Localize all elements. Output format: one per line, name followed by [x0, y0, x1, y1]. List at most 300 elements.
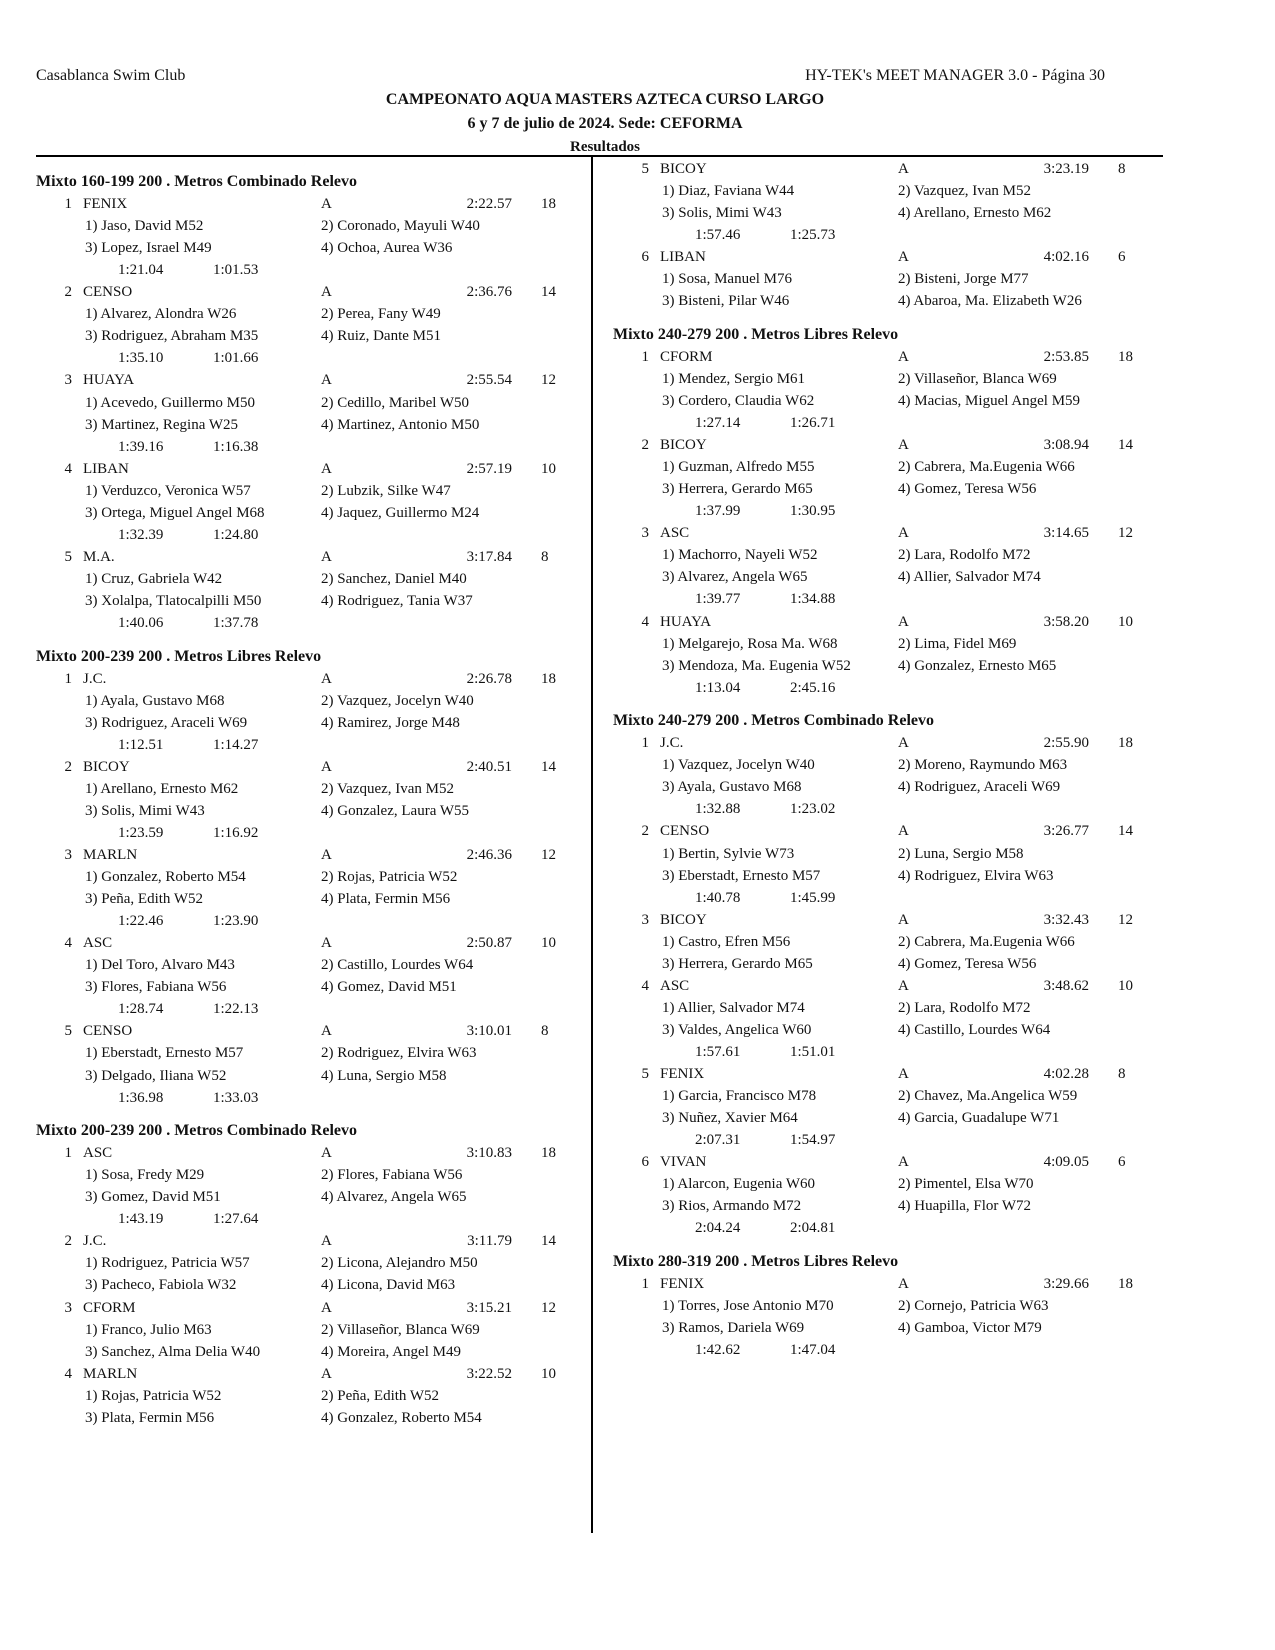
swimmer: 1) Mendez, Sergio M61	[662, 370, 806, 387]
place: 3	[641, 525, 649, 542]
final-time: 3:10.83	[466, 1145, 512, 1162]
swimmer: 1) Cruz, Gabriela W42	[85, 570, 223, 587]
final-time: 3:58.20	[1043, 613, 1089, 630]
relay-letter: A	[898, 249, 909, 266]
swimmer: 4) Castillo, Lourdes W64	[898, 1021, 1051, 1038]
swimmer: 3) Eberstadt, Ernesto M57	[662, 867, 821, 884]
relay-letter: A	[321, 670, 332, 687]
event-title: Mixto 200-239 200 . Metros Libres Relevo	[36, 647, 322, 665]
swimmer: 4) Rodriguez, Araceli W69	[898, 779, 1061, 796]
swimmer: 2) Lima, Fidel M69	[898, 635, 1017, 652]
meet-title: CAMPEONATO AQUA MASTERS AZTECA CURSO LARGO	[385, 91, 825, 108]
relay-letter: A	[321, 935, 332, 952]
swimmer: 2) Lara, Rodolfo M72	[898, 547, 1031, 564]
swimmer: 1) Sosa, Fredy M29	[85, 1167, 205, 1184]
swimmer: 4) Ochoa, Aurea W36	[321, 240, 453, 257]
final-time: 3:22.52	[466, 1365, 512, 1382]
swimmer: 4) Rodriguez, Elvira W63	[898, 867, 1054, 884]
swimmer: 4) Arellano, Ernesto M62	[898, 205, 1052, 222]
event-title: Mixto 200-239 200 . Metros Combinado Relevo	[36, 1122, 357, 1140]
points: 14	[541, 1233, 556, 1250]
swimmer: 3) Rodriguez, Araceli W69	[85, 714, 248, 731]
swimmer: 1) Arellano, Ernesto M62	[85, 780, 239, 797]
relay-letter: A	[321, 548, 332, 565]
swimmer: 4) Martinez, Antonio M50	[321, 416, 480, 433]
relay-letter: A	[321, 196, 332, 213]
relay-letter: A	[321, 372, 332, 389]
team-name: MARLN	[83, 847, 138, 863]
event-title: Mixto 240-279 200 . Metros Combinado Relevo	[613, 712, 934, 730]
split-time: 1:57.61	[695, 1043, 741, 1060]
swimmer: 3) Ayala, Gustavo M68	[662, 779, 802, 796]
team-name: J.C.	[83, 1233, 107, 1250]
team-name: LIBAN	[660, 249, 706, 266]
swimmer: 3) Martinez, Regina W25	[85, 416, 239, 433]
points: 14	[1118, 823, 1133, 840]
points: 8	[541, 548, 549, 565]
split-time: 2:45.16	[790, 679, 836, 696]
final-time: 3:32.43	[1043, 911, 1089, 928]
swimmer: 1) Ayala, Gustavo M68	[85, 692, 225, 709]
points: 14	[541, 284, 556, 301]
relay-letter: A	[898, 1154, 909, 1171]
points: 10	[541, 1365, 556, 1382]
swimmer: 4) Gonzalez, Roberto M54	[321, 1409, 482, 1426]
points: 12	[1118, 911, 1133, 928]
swimmer: 3) Gomez, David M51	[85, 1189, 221, 1206]
swimmer: 3) Mendoza, Ma. Eugenia W52	[662, 657, 851, 674]
relay-letter: A	[898, 1275, 909, 1292]
final-time: 4:09.05	[1043, 1154, 1089, 1171]
swimmer: 4) Gomez, Teresa W56	[898, 481, 1037, 498]
team-name: BICOY	[660, 911, 707, 928]
swimmer: 1) Gonzalez, Roberto M54	[85, 869, 246, 886]
team-name: FENIX	[83, 196, 128, 213]
points: 12	[1118, 525, 1133, 542]
final-time: 3:10.01	[466, 1023, 512, 1040]
final-time: 3:17.84	[466, 548, 512, 565]
place: 2	[641, 823, 649, 840]
swimmer: 4) Luna, Sergio M58	[321, 1067, 447, 1084]
swimmer: 1) Acevedo, Guillermo M50	[85, 394, 255, 411]
swimmer: 2) Vazquez, Jocelyn W40	[321, 692, 474, 709]
swimmer: 4) Rodriguez, Tania W37	[321, 592, 473, 609]
swimmer: 2) Vazquez, Ivan M52	[321, 780, 455, 797]
swimmer: 2) Moreno, Raymundo M63	[898, 757, 1068, 774]
points: 14	[541, 758, 556, 775]
swimmer: 3) Plata, Fermin M56	[85, 1409, 215, 1426]
swimmer: 2) Flores, Fabiana W56	[321, 1167, 463, 1184]
swimmer: 1) Eberstadt, Ernesto M57	[85, 1045, 244, 1062]
swimmer: 4) Huapilla, Flor W72	[898, 1198, 1032, 1215]
swimmer: 1) Allier, Salvador M74	[662, 999, 805, 1016]
relay-letter: A	[321, 460, 332, 477]
final-time: 3:11.79	[467, 1233, 512, 1250]
swimmer: 4) Macias, Miguel Angel M59	[898, 393, 1081, 409]
swimmer: 1) Vazquez, Jocelyn W40	[662, 757, 815, 774]
team-name: ASC	[660, 977, 690, 994]
final-time: 2:36.76	[466, 284, 512, 301]
relay-letter: A	[321, 847, 332, 863]
split-time: 1:42.62	[695, 1342, 741, 1359]
swimmer: 2) Perea, Fany W49	[321, 306, 441, 323]
split-time: 1:27.14	[695, 415, 741, 432]
swimmer: 3) Solis, Mimi W43	[85, 802, 205, 819]
place: 2	[64, 1233, 72, 1250]
software-page-label: HY-TEK's MEET MANAGER 3.0 - Página 30	[805, 67, 1105, 84]
swimmer: 1) Franco, Julio M63	[85, 1321, 212, 1338]
swimmer: 1) Alvarez, Alondra W26	[85, 306, 237, 323]
split-time: 1:23.59	[118, 824, 164, 841]
swimmer: 4) Garcia, Guadalupe W71	[898, 1110, 1060, 1127]
split-time: 1:25.73	[790, 227, 836, 244]
place: 1	[64, 670, 72, 687]
points: 18	[1118, 1275, 1133, 1292]
final-time: 3:29.66	[1043, 1275, 1089, 1292]
split-time: 1:40.78	[695, 889, 741, 906]
swimmer: 3) Delgado, Iliana W52	[85, 1067, 227, 1084]
final-time: 2:40.51	[466, 758, 512, 775]
team-name: HUAYA	[660, 613, 712, 630]
swimmer: 4) Abaroa, Ma. Elizabeth W26	[898, 293, 1082, 310]
swimmer: 3) Peña, Edith W52	[85, 891, 204, 908]
final-time: 2:50.87	[466, 935, 512, 952]
points: 10	[1118, 613, 1133, 630]
swimmer: 4) Gonzalez, Ernesto M65	[898, 657, 1057, 674]
split-time: 1:32.88	[695, 801, 741, 818]
relay-letter: A	[321, 284, 332, 301]
swimmer: 2) Rodriguez, Elvira W63	[321, 1045, 477, 1062]
final-time: 3:26.77	[1043, 823, 1089, 840]
points: 12	[541, 372, 556, 389]
swimmer: 3) Rodriguez, Abraham M35	[85, 328, 259, 345]
final-time: 3:48.62	[1043, 977, 1089, 994]
points: 8	[1118, 161, 1126, 177]
swimmer: 1) Castro, Efren M56	[662, 933, 791, 950]
swimmer: 2) Cabrera, Ma.Eugenia W66	[898, 459, 1075, 476]
swimmer: 1) Machorro, Nayeli W52	[662, 547, 818, 564]
swimmer: 3) Flores, Fabiana W56	[85, 979, 227, 996]
points: 12	[541, 847, 556, 863]
team-name: CENSO	[83, 284, 133, 301]
final-time: 2:22.57	[466, 196, 512, 213]
team-name: MARLN	[83, 1365, 138, 1382]
swimmer: 3) Cordero, Claudia W62	[662, 393, 815, 409]
event-title: Mixto 240-279 200 . Metros Libres Relevo	[613, 325, 899, 343]
split-time: 2:04.24	[695, 1220, 741, 1237]
team-name: J.C.	[660, 735, 684, 752]
points: 10	[1118, 977, 1133, 994]
relay-letter: A	[898, 437, 909, 454]
place: 4	[641, 977, 649, 994]
swimmer: 1) Diaz, Faviana W44	[662, 183, 795, 200]
split-time: 1:45.99	[790, 889, 836, 906]
split-time: 1:22.13	[213, 1001, 259, 1018]
points: 18	[1118, 735, 1133, 752]
event-title: Mixto 280-319 200 . Metros Libres Relevo	[613, 1252, 899, 1270]
place: 2	[64, 284, 72, 301]
swimmer: 3) Sanchez, Alma Delia W40	[85, 1343, 261, 1360]
relay-letter: A	[321, 758, 332, 775]
final-time: 2:46.36	[466, 847, 512, 863]
swimmer: 4) Gonzalez, Laura W55	[321, 802, 469, 819]
relay-letter: A	[321, 1023, 332, 1040]
final-time: 3:08.94	[1043, 437, 1089, 454]
swimmer: 3) Lopez, Israel M49	[85, 240, 212, 257]
swimmer: 1) Alarcon, Eugenia W60	[662, 1176, 816, 1193]
place: 3	[64, 847, 72, 863]
swimmer: 3) Herrera, Gerardo M65	[662, 955, 813, 972]
swimmer: 2) Castillo, Lourdes W64	[321, 957, 474, 974]
split-time: 1:23.90	[213, 913, 259, 930]
split-time: 1:30.95	[790, 503, 836, 520]
split-time: 1:23.02	[790, 801, 836, 818]
split-time: 2:04.81	[790, 1220, 836, 1237]
relay-letter: A	[898, 735, 909, 752]
swimmer: 2) Lubzik, Silke W47	[321, 482, 451, 499]
split-time: 1:14.27	[213, 736, 259, 753]
split-time: 2:07.31	[695, 1132, 741, 1149]
place: 4	[64, 1365, 72, 1382]
place: 4	[64, 935, 72, 952]
swimmer: 1) Garcia, Francisco M78	[662, 1088, 817, 1105]
split-time: 1:12.51	[118, 736, 164, 753]
swimmer: 1) Guzman, Alfredo M55	[662, 459, 815, 476]
swimmer: 2) Cabrera, Ma.Eugenia W66	[898, 933, 1075, 950]
split-time: 1:39.16	[118, 438, 164, 455]
swimmer: 2) Lara, Rodolfo M72	[898, 999, 1031, 1016]
points: 18	[1118, 348, 1133, 365]
place: 5	[641, 1066, 649, 1082]
swimmer: 4) Ramirez, Jorge M48	[321, 714, 460, 731]
swimmer: 2) Cedillo, Maribel W50	[321, 394, 470, 411]
team-name: LIBAN	[83, 460, 129, 477]
team-name: CFORM	[83, 1299, 136, 1316]
swimmer: 2) Chavez, Ma.Angelica W59	[898, 1088, 1078, 1105]
team-name: BICOY	[83, 758, 130, 775]
points: 6	[1118, 1154, 1126, 1171]
relay-letter: A	[321, 1233, 332, 1250]
place: 1	[641, 735, 649, 752]
points: 10	[541, 460, 556, 477]
swimmer: 2) Sanchez, Daniel M40	[321, 570, 467, 587]
split-time: 1:26.71	[790, 415, 836, 432]
split-time: 1:34.88	[790, 591, 836, 608]
relay-letter: A	[898, 525, 909, 542]
swimmer: 1) Del Toro, Alvaro M43	[85, 957, 235, 974]
place: 5	[64, 1023, 72, 1040]
swimmer: 3) Alvarez, Angela W65	[662, 569, 808, 586]
final-time: 2:53.85	[1043, 348, 1089, 365]
team-name: FENIX	[660, 1066, 705, 1082]
split-time: 1:37.78	[213, 615, 259, 631]
team-name: ASC	[660, 525, 690, 542]
relay-letter: A	[898, 613, 909, 630]
swimmer: 3) Ramos, Dariela W69	[662, 1320, 805, 1337]
meet-date: 6 y 7 de julio de 2024. Sede: CEFORMA	[467, 115, 743, 132]
swimmer: 3) Valdes, Angelica W60	[662, 1021, 812, 1038]
swimmer: 1) Torres, Jose Antonio M70	[662, 1298, 834, 1314]
club-name: Casablanca Swim Club	[36, 67, 186, 84]
swimmer: 3) Xolalpa, Tlatocalpilli M50	[85, 592, 262, 609]
swimmer: 2) Luna, Sergio M58	[898, 845, 1024, 862]
team-name: VIVAN	[660, 1154, 707, 1171]
points: 18	[541, 196, 556, 213]
swimmer: 4) Allier, Salvador M74	[898, 569, 1041, 586]
points: 18	[541, 670, 556, 687]
place: 6	[641, 1154, 649, 1171]
swimmer: 4) Alvarez, Angela W65	[321, 1189, 467, 1206]
swimmer: 2) Vazquez, Ivan M52	[898, 183, 1032, 200]
place: 4	[64, 460, 72, 477]
swimmer: 1) Melgarejo, Rosa Ma. W68	[662, 635, 838, 652]
team-name: ASC	[83, 935, 113, 952]
swimmer: 1) Rodriguez, Patricia W57	[85, 1255, 250, 1272]
points: 14	[1118, 437, 1133, 454]
swimmer: 3) Ortega, Miguel Angel M68	[85, 504, 265, 521]
split-time: 1:43.19	[118, 1211, 164, 1228]
swimmer: 3) Pacheco, Fabiola W32	[85, 1277, 237, 1294]
split-time: 1:01.66	[213, 350, 259, 367]
split-time: 1:54.97	[790, 1132, 836, 1149]
relay-letter: A	[898, 161, 909, 177]
final-time: 4:02.16	[1043, 249, 1089, 266]
place: 1	[64, 196, 72, 213]
split-time: 1:57.46	[695, 227, 741, 244]
swimmer: 2) Cornejo, Patricia W63	[898, 1298, 1049, 1314]
team-name: ASC	[83, 1145, 113, 1162]
swimmer: 2) Villaseñor, Blanca W69	[321, 1321, 480, 1338]
final-time: 2:55.90	[1043, 735, 1089, 752]
swimmer: 1) Jaso, David M52	[85, 218, 204, 235]
swimmer: 4) Plata, Fermin M56	[321, 891, 451, 908]
points: 6	[1118, 249, 1126, 266]
place: 2	[64, 758, 72, 775]
team-name: M.A.	[83, 548, 115, 565]
place: 3	[641, 911, 649, 928]
swimmer: 1) Bertin, Sylvie W73	[662, 845, 795, 862]
team-name: BICOY	[660, 161, 707, 177]
split-time: 1:32.39	[118, 526, 164, 543]
swimmer: 2) Licona, Alejandro M50	[321, 1255, 478, 1272]
split-time: 1:16.38	[213, 438, 259, 455]
team-name: FENIX	[660, 1275, 705, 1292]
points: 12	[541, 1299, 556, 1316]
split-time: 1:01.53	[213, 262, 259, 279]
swimmer: 4) Gomez, Teresa W56	[898, 955, 1037, 972]
swimmer: 1) Sosa, Manuel M76	[662, 271, 792, 288]
swimmer: 4) Gamboa, Victor M79	[898, 1320, 1042, 1337]
team-name: J.C.	[83, 670, 107, 687]
team-name: CFORM	[660, 348, 713, 365]
points: 18	[541, 1145, 556, 1162]
swimmer: 3) Herrera, Gerardo M65	[662, 481, 813, 498]
swimmer: 2) Peña, Edith W52	[321, 1387, 440, 1404]
relay-letter: A	[321, 1145, 332, 1162]
place: 3	[64, 1299, 72, 1316]
final-time: 3:15.21	[466, 1299, 512, 1316]
swimmer: 4) Licona, David M63	[321, 1277, 456, 1294]
swimmer: 1) Rojas, Patricia W52	[85, 1387, 222, 1404]
swimmer: 3) Rios, Armando M72	[662, 1198, 802, 1215]
swimmer: 4) Gomez, David M51	[321, 979, 457, 996]
header-divider	[36, 155, 1163, 157]
team-name: HUAYA	[83, 372, 135, 389]
team-name: CENSO	[83, 1023, 133, 1040]
relay-letter: A	[321, 1365, 332, 1382]
final-time: 3:23.19	[1043, 161, 1089, 177]
swimmer: 3) Bisteni, Pilar W46	[662, 293, 790, 310]
final-time: 2:57.19	[466, 460, 512, 477]
split-time: 1:36.98	[118, 1089, 164, 1106]
swimmer: 1) Verduzco, Veronica W57	[85, 482, 251, 499]
swimmer: 3) Solis, Mimi W43	[662, 205, 782, 222]
swimmer: 2) Coronado, Mayuli W40	[321, 218, 480, 235]
split-time: 1:40.06	[118, 615, 164, 631]
place: 5	[64, 548, 72, 565]
event-title: Mixto 160-199 200 . Metros Combinado Relevo	[36, 173, 357, 190]
split-time: 1:21.04	[118, 262, 164, 279]
place: 5	[641, 161, 649, 177]
swimmer: 4) Jaquez, Guillermo M24	[321, 504, 480, 521]
final-time: 2:55.54	[466, 372, 512, 389]
section-title: Resultados	[569, 139, 640, 155]
place: 1	[641, 348, 649, 365]
split-time: 1:35.10	[118, 350, 164, 367]
place: 1	[641, 1275, 649, 1292]
split-time: 1:22.46	[118, 913, 164, 930]
relay-letter: A	[898, 1066, 909, 1082]
points: 8	[1118, 1066, 1126, 1082]
split-time: 1:13.04	[695, 679, 741, 696]
swimmer: 2) Pimentel, Elsa W70	[898, 1176, 1034, 1193]
final-time: 2:26.78	[466, 670, 512, 687]
relay-letter: A	[898, 911, 909, 928]
place: 2	[641, 437, 649, 454]
points: 10	[541, 935, 556, 952]
split-time: 1:33.03	[213, 1089, 259, 1106]
relay-letter: A	[898, 977, 909, 994]
column-divider	[591, 156, 593, 1533]
relay-letter: A	[321, 1299, 332, 1316]
split-time: 1:51.01	[790, 1043, 836, 1060]
place: 3	[64, 372, 72, 389]
points: 8	[541, 1023, 549, 1040]
team-name: CENSO	[660, 823, 710, 840]
relay-letter: A	[898, 348, 909, 365]
split-time: 1:47.04	[790, 1342, 836, 1359]
swimmer: 4) Ruiz, Dante M51	[321, 328, 441, 345]
split-time: 1:27.64	[213, 1211, 259, 1228]
place: 4	[641, 613, 649, 630]
swimmer: 4) Moreira, Angel M49	[321, 1343, 461, 1360]
swimmer: 2) Rojas, Patricia W52	[321, 869, 458, 886]
split-time: 1:16.92	[213, 824, 259, 841]
split-time: 1:39.77	[695, 591, 741, 608]
swimmer: 2) Villaseñor, Blanca W69	[898, 370, 1057, 387]
final-time: 3:14.65	[1043, 525, 1089, 542]
place: 6	[641, 249, 649, 266]
split-time: 1:24.80	[213, 526, 259, 543]
swimmer: 3) Nuñez, Xavier M64	[662, 1110, 798, 1127]
team-name: BICOY	[660, 437, 707, 454]
relay-letter: A	[898, 823, 909, 840]
split-time: 1:28.74	[118, 1001, 164, 1018]
place: 1	[64, 1145, 72, 1162]
swimmer: 2) Bisteni, Jorge M77	[898, 271, 1029, 288]
split-time: 1:37.99	[695, 503, 741, 520]
final-time: 4:02.28	[1043, 1066, 1089, 1082]
